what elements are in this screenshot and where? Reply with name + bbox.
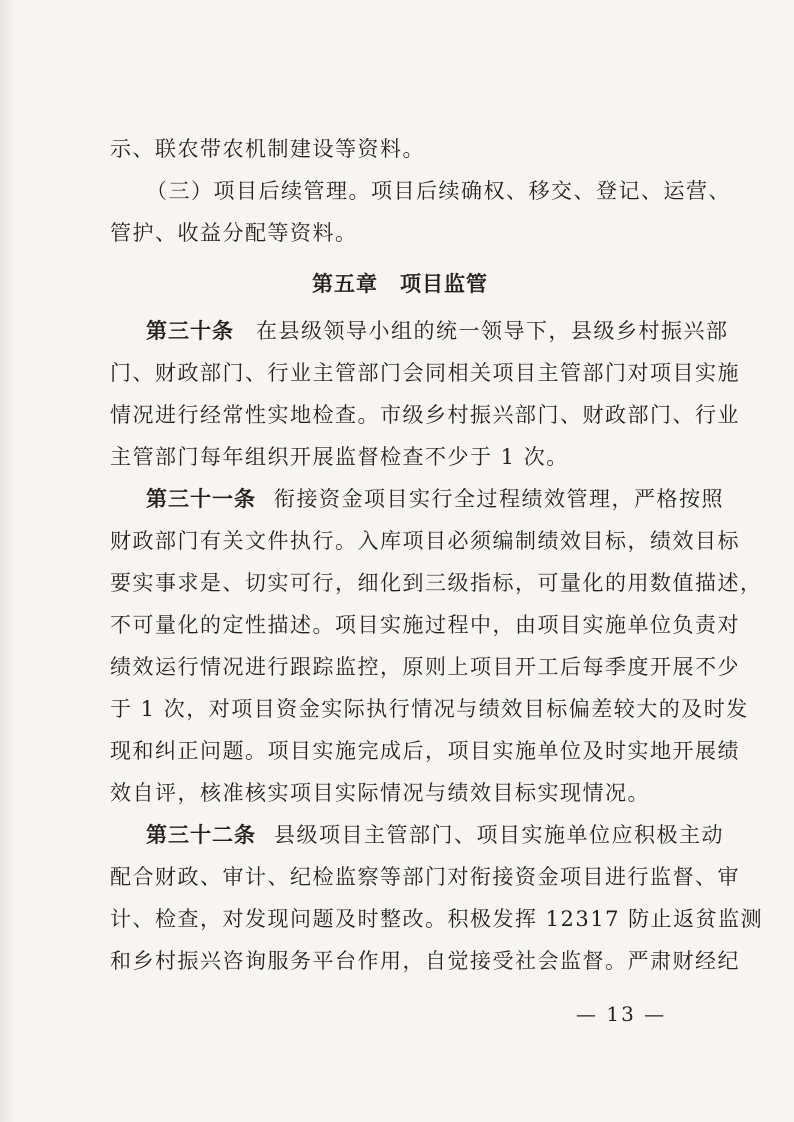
scan-edge-shadow (0, 0, 16, 1122)
text-line: 现和纠正问题。项目实施完成后，项目实施单位及时实地开展绩 (110, 739, 740, 763)
chapter-heading (110, 258, 690, 310)
article-31-first-line (110, 478, 724, 520)
text-line: 配合财政、审计、纪检监察等部门对衔接资金项目进行监督、审 (110, 865, 740, 889)
page-number: — 13 — (576, 1002, 667, 1026)
document-body (110, 128, 764, 982)
chapter-title: 项目监管 (400, 272, 488, 296)
article-30-first-line (110, 310, 729, 352)
article-32-first-line (110, 814, 724, 856)
text-line: 门、财政部门、行业主管部门会同相关项目主管部门对项目实施 (110, 361, 740, 385)
text-line: 示、联农带农机制建设等资料。 (110, 137, 425, 161)
article-label: 第三十条 (146, 319, 234, 343)
text-line: 于 1 次，对项目资金实际执行情况与绩效目标偏差较大的及时发 (110, 697, 749, 721)
chapter-number: 第五章 (312, 272, 378, 296)
text-line: 效自评，核准核实项目实际情况与绩效目标实现情况。 (110, 781, 650, 805)
text-line: 不可量化的定性描述。项目实施过程中，由项目实施单位负责对 (110, 613, 740, 637)
text-line: 和乡村振兴咨询服务平台作用，自觉接受社会监督。严肃财经纪 (110, 949, 740, 973)
article-text: 衔接资金项目实行全过程绩效管理，严格按照 (274, 487, 724, 511)
article-label: 第三十二条 (146, 823, 256, 847)
article-label: 第三十一条 (146, 487, 256, 511)
text-line: 财政部门有关文件执行。入库项目必须编制绩效目标，绩效目标 (110, 529, 740, 553)
text-line: 情况进行经常性实地检查。市级乡村振兴部门、财政部门、行业 (110, 403, 740, 427)
text-line: 要实事求是、切实可行，细化到三级指标，可量化的用数值描述， (110, 571, 763, 595)
article-text: 县级项目主管部门、项目实施单位应积极主动 (274, 823, 724, 847)
text-line: （三）项目后续管理。项目后续确权、移交、登记、运营、 (146, 179, 731, 203)
text-line: 绩效运行情况进行跟踪监控，原则上项目开工后每季度开展不少 (110, 655, 740, 679)
text-line: 主管部门每年组织开展监督检查不少于 1 次。 (110, 445, 569, 469)
text-line: 计、检查，对发现问题及时整改。积极发挥 12317 防止返贫监测 (110, 907, 764, 931)
text-line: 管护、收益分配等资料。 (110, 221, 358, 245)
article-text: 在县级领导小组的统一领导下，县级乡村振兴部 (256, 319, 729, 343)
